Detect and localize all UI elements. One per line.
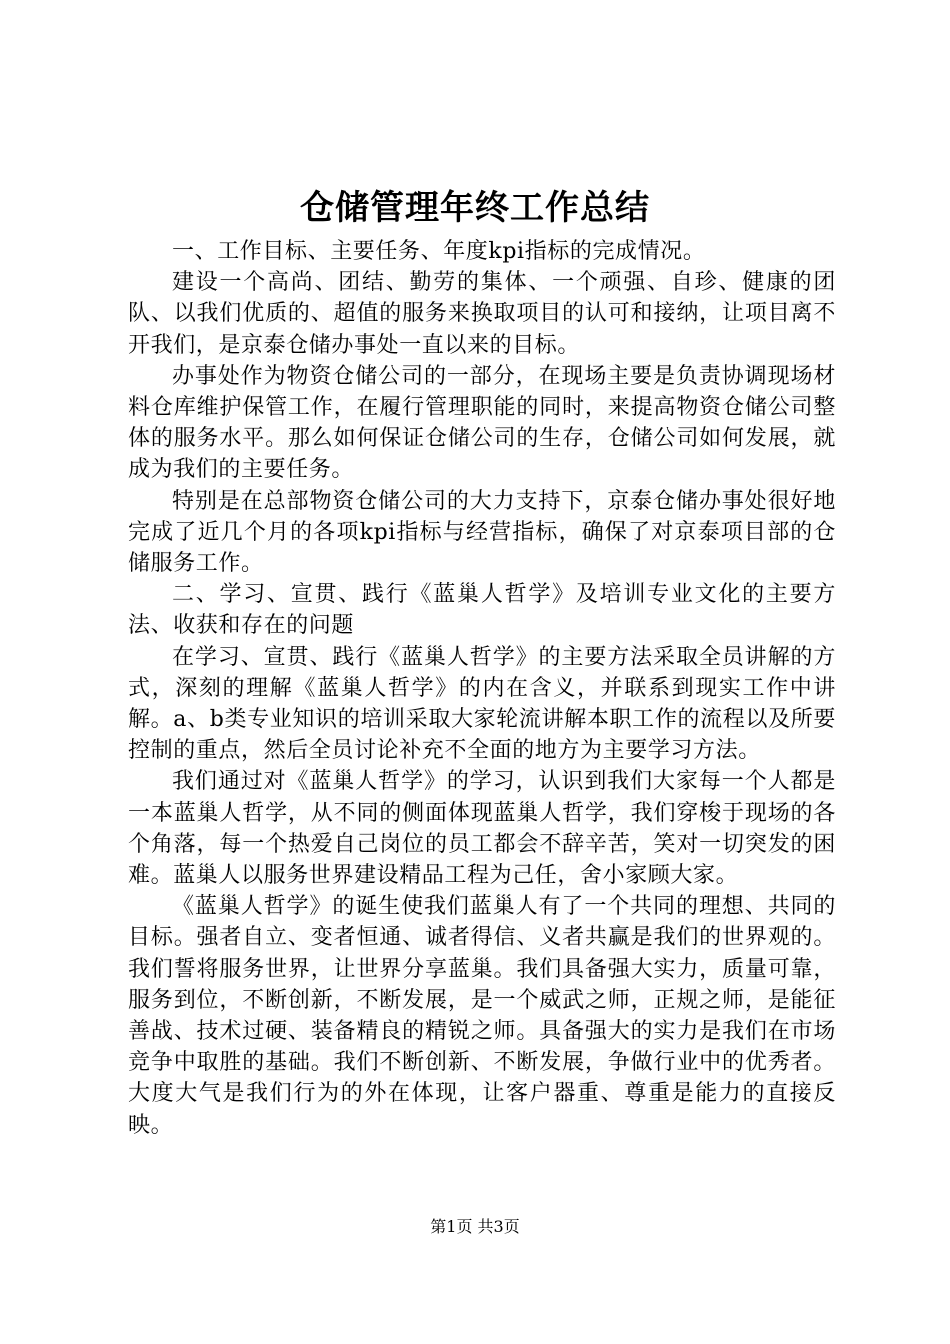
document-title: 仓储管理年终工作总结: [300, 188, 650, 228]
paragraph: 在学习、宣贯、践行《蓝巢人哲学》的主要方法采取全员讲解的方式，深刻的理解《蓝巢人哲学》的内在含义，并联系到现实工作中讲解。a、b类专业知识的培训采取大家轮流讲解本职工作的流程以及所要控制的重点，然后全员讨论补充不全面的地方为主要学习方法。: [128, 644, 836, 764]
paragraph: 建设一个高尚、团结、勤劳的集体、一个顽强、自珍、健康的团队、以我们优质的、超值的服务来换取项目的认可和接纳，让项目离不开我们，是京泰仓储办事处一直以来的目标。: [128, 270, 836, 358]
paragraph: 办事处作为物资仓储公司的一部分，在现场主要是负责协调现场材料仓库维护保管工作，在履行管理职能的同时，来提高物资仓储公司整体的服务水平。那么如何保证仓储公司的生存，仓储公司如何发展，就成为我们的主要任务。: [128, 363, 836, 483]
paragraph: 《蓝巢人哲学》的诞生使我们蓝巢人有了一个共同的理想、共同的目标。强者自立、变者恒通、诚者得信、义者共赢是我们的世界观的。我们誓将服务世界，让世界分享蓝巢。我们具备强大实力，质量可靠，服务到位，不断创新，不断发展，是一个威武之师，正规之师，是能征善战、技术过硬、装备精良的精锐之师。具备强大的实力是我们在市场竞争中取胜的基础。我们不断创新、不断发展，争做行业中的优秀者。大度大气是我们行为的外在体现，让客户器重、尊重是能力的直接反映。: [128, 894, 836, 1138]
paragraph: 特别是在总部物资仓储公司的大力支持下，京泰仓储办事处很好地完成了近几个月的各项kpi指标与经营指标，确保了对京泰项目部的仓储服务工作。: [128, 488, 836, 577]
paragraph: 一、工作目标、主要任务、年度kpi指标的完成情况。: [172, 239, 706, 264]
paragraph: 我们通过对《蓝巢人哲学》的学习，认识到我们大家每一个人都是一本蓝巢人哲学，从不同的侧面体现蓝巢人哲学，我们穿梭于现场的各个角落，每一个热爱自己岗位的员工都会不辞辛苦，笑对一切突发的困难。蓝巢人以服务世界建设精品工程为己任，舍小家顾大家。: [128, 769, 836, 889]
page-number-footer: 第1页 共3页: [430, 1217, 520, 1236]
paragraph: 二、学习、宣贯、践行《蓝巢人哲学》及培训专业文化的主要方法、收获和存在的问题: [128, 582, 836, 639]
document-body: [128, 236, 836, 1141]
